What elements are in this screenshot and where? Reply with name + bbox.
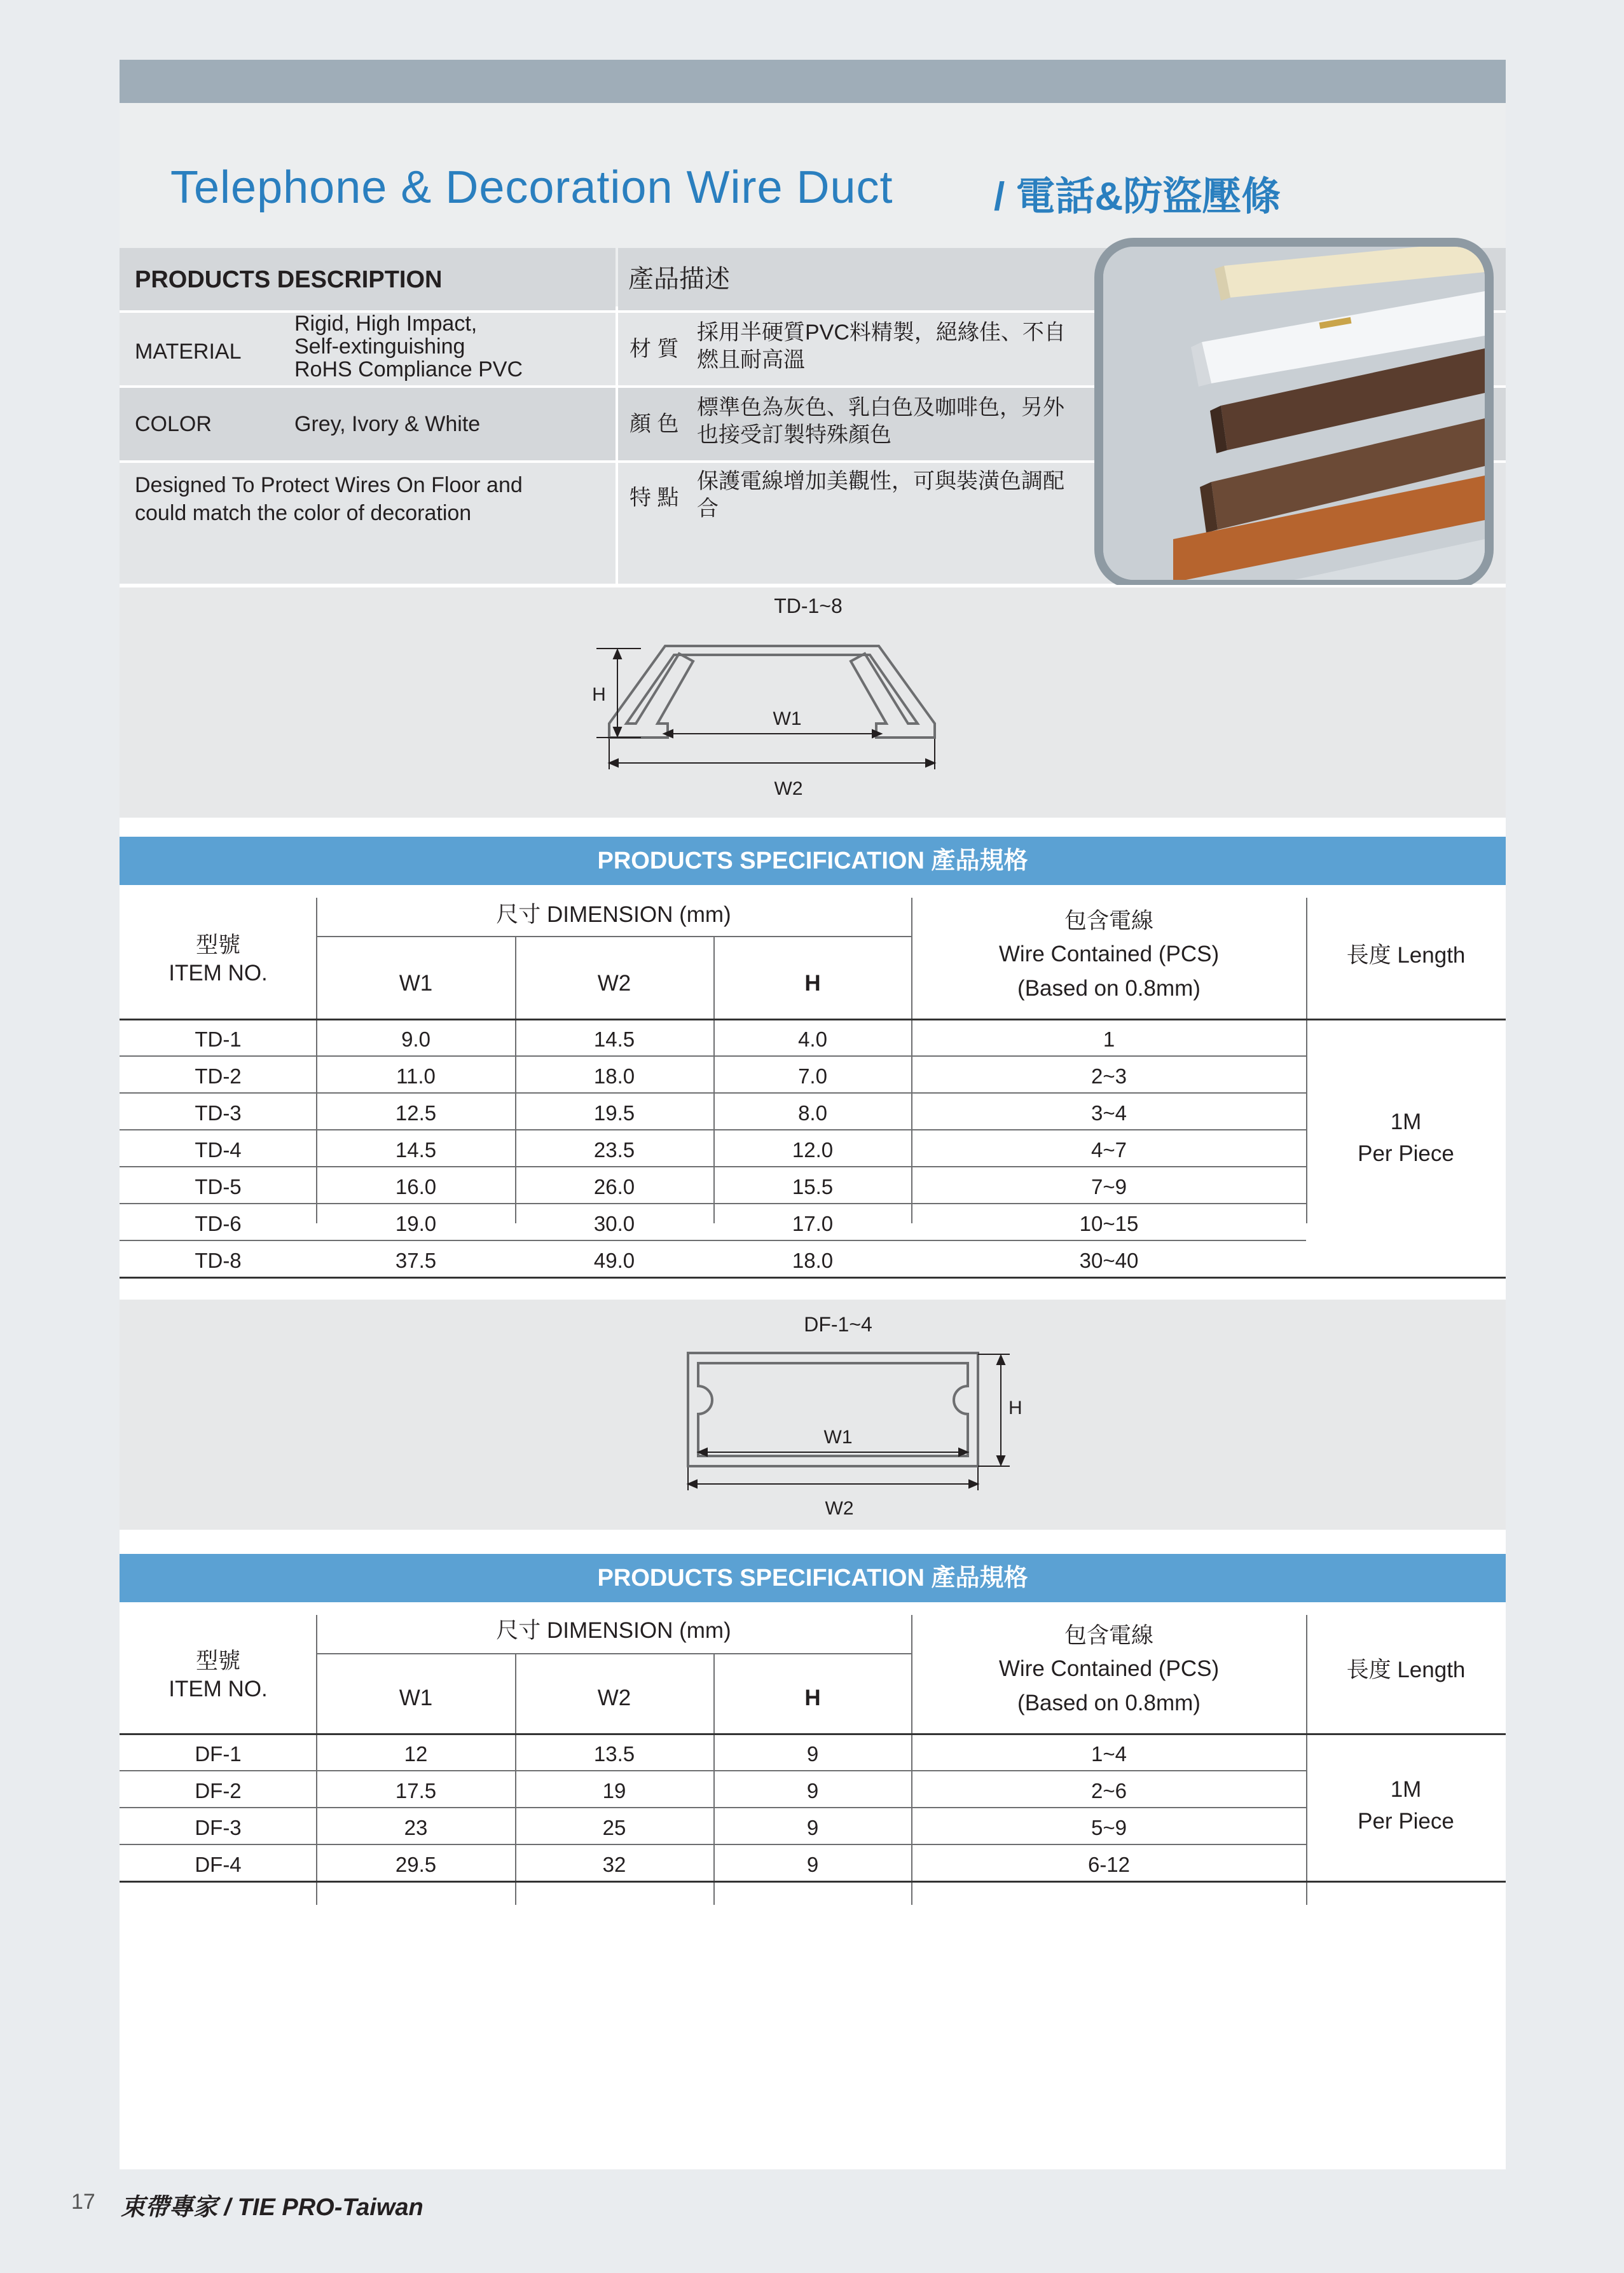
w2-header: W2 xyxy=(597,971,631,996)
material-value-line2: Self-extinguishing xyxy=(294,334,465,359)
td-h-label: H xyxy=(592,684,606,705)
wire-header-note: (Based on 0.8mm) xyxy=(1017,1691,1201,1715)
feature-value-line2: could match the color of decoration xyxy=(135,501,472,525)
length-value-unit: Per Piece xyxy=(1358,1141,1454,1166)
material-value-line3: RoHS Compliance PVC xyxy=(294,357,523,381)
df-diagram-label: DF-1~4 xyxy=(804,1313,872,1336)
td-profile-diagram xyxy=(120,585,1506,815)
material-label: MATERIAL xyxy=(135,340,242,364)
wire-header-en: Wire Contained (PCS) xyxy=(998,942,1220,966)
wire-header-zh: 包含電線 xyxy=(1064,909,1154,933)
color-value: Grey, Ivory & White xyxy=(294,412,481,436)
length-header: 長度 Length xyxy=(1346,1658,1466,1682)
length-value: 1M xyxy=(1390,1777,1422,1802)
product-photo xyxy=(1094,238,1494,589)
w1-header: W1 xyxy=(399,971,433,996)
dimension-header: 尺寸 DIMENSION (mm) xyxy=(496,1618,731,1643)
item-header-zh: 型號 xyxy=(195,1649,241,1673)
h-header: H xyxy=(804,1686,821,1710)
feature-value-zh-line2: 合 xyxy=(697,497,719,521)
w2-header: W2 xyxy=(597,1686,631,1710)
td-w2-label: W2 xyxy=(774,778,803,799)
wire-header-note: (Based on 0.8mm) xyxy=(1017,976,1201,1001)
dimension-header: 尺寸 DIMENSION (mm) xyxy=(496,902,731,927)
top-header-bar xyxy=(120,60,1506,103)
spec-title-bar-2: PRODUCTS SPECIFICATION 產品規格 xyxy=(120,1554,1506,1602)
color-label: COLOR xyxy=(135,412,212,436)
wire-header-zh: 包含電線 xyxy=(1064,1623,1154,1648)
df-w1-label: W1 xyxy=(823,1427,853,1448)
color-value-zh-line1: 標準色為灰色、乳白色及咖啡色，另外 xyxy=(697,395,1064,420)
desc-header-zh: 產品描述 xyxy=(628,265,730,293)
page-number: 17 xyxy=(71,2190,95,2214)
item-header-zh: 型號 xyxy=(195,933,241,958)
material-value-line1: Rigid, High Impact, xyxy=(294,312,478,336)
footer-brand: 束帶專家 / TIE PRO-Taiwan xyxy=(121,2194,423,2221)
spec-title-bar-1: PRODUCTS SPECIFICATION 產品規格 xyxy=(120,837,1506,885)
df-h-label: H xyxy=(1008,1397,1022,1418)
item-header-en: ITEM NO. xyxy=(169,961,268,985)
color-value-zh-line2: 也接受訂製特殊顏色 xyxy=(697,423,891,447)
td-w1-label: W1 xyxy=(773,708,802,729)
color-label-zh: 顏 色 xyxy=(630,412,679,436)
length-value-unit: Per Piece xyxy=(1358,1809,1454,1834)
material-value-zh-line2: 燃且耐高溫 xyxy=(697,348,805,372)
w1-header: W1 xyxy=(399,1686,433,1710)
h-header: H xyxy=(804,971,821,996)
wire-header-en: Wire Contained (PCS) xyxy=(998,1656,1220,1681)
item-header-en: ITEM NO. xyxy=(169,1677,268,1701)
df-profile-diagram xyxy=(120,1300,1506,1530)
td-diagram-label: TD-1~8 xyxy=(774,594,843,617)
material-value-zh-line1: 採用半硬質PVC料精製，絕緣佳、不自 xyxy=(697,320,1066,345)
page-title-chinese: / 電話&防盜壓條 xyxy=(994,175,1281,219)
page-title: Telephone & Decoration Wire Duct xyxy=(170,162,893,213)
desc-header-en: PRODUCTS DESCRIPTION xyxy=(135,266,443,293)
feature-value-zh-line1: 保護電線增加美觀性，可與裝潢色調配 xyxy=(697,469,1064,493)
td-spec-table: 型號 ITEM NO. 尺寸 DIMENSION (mm) W1 W2 H 包含電線 Wire Contained (PCS) (Based on 0.8mm) 長度 Length TD-1 9.0 14.5 4.0 1 TD-2 11.0 18.0 7.0 2~3 TD-3 12.5 19.5 8.0 3~4 TD-4 14.5 23.5 12.0 4~7 TD-5 16.0 26.0 15.5 7~9 TD-6 19.0 30.0 17.0 10~15 TD-8 37.5 49.0 18.0 30~40 1M Per Piece xyxy=(120,885,1506,1222)
catalog-page xyxy=(120,60,1506,2169)
df-spec-table: 型號 ITEM NO. 尺寸 DIMENSION (mm) W1 W2 H 包含電線 Wire Contained (PCS) (Based on 0.8mm) 長度 Length DF-1 12 13.5 9 1~4 DF-2 17.5 19 9 2~6 DF-3 23 25 9 5~9 DF-4 29.5 32 9 6-12 1M Per Piece xyxy=(120,1602,1506,1907)
material-label-zh: 材 質 xyxy=(630,337,679,361)
length-header: 長度 Length xyxy=(1346,943,1466,968)
feature-value-line1: Designed To Protect Wires On Floor and xyxy=(135,473,523,497)
df-w2-label: W2 xyxy=(825,1498,854,1519)
feature-label-zh: 特 點 xyxy=(630,486,679,510)
length-value: 1M xyxy=(1390,1109,1422,1134)
